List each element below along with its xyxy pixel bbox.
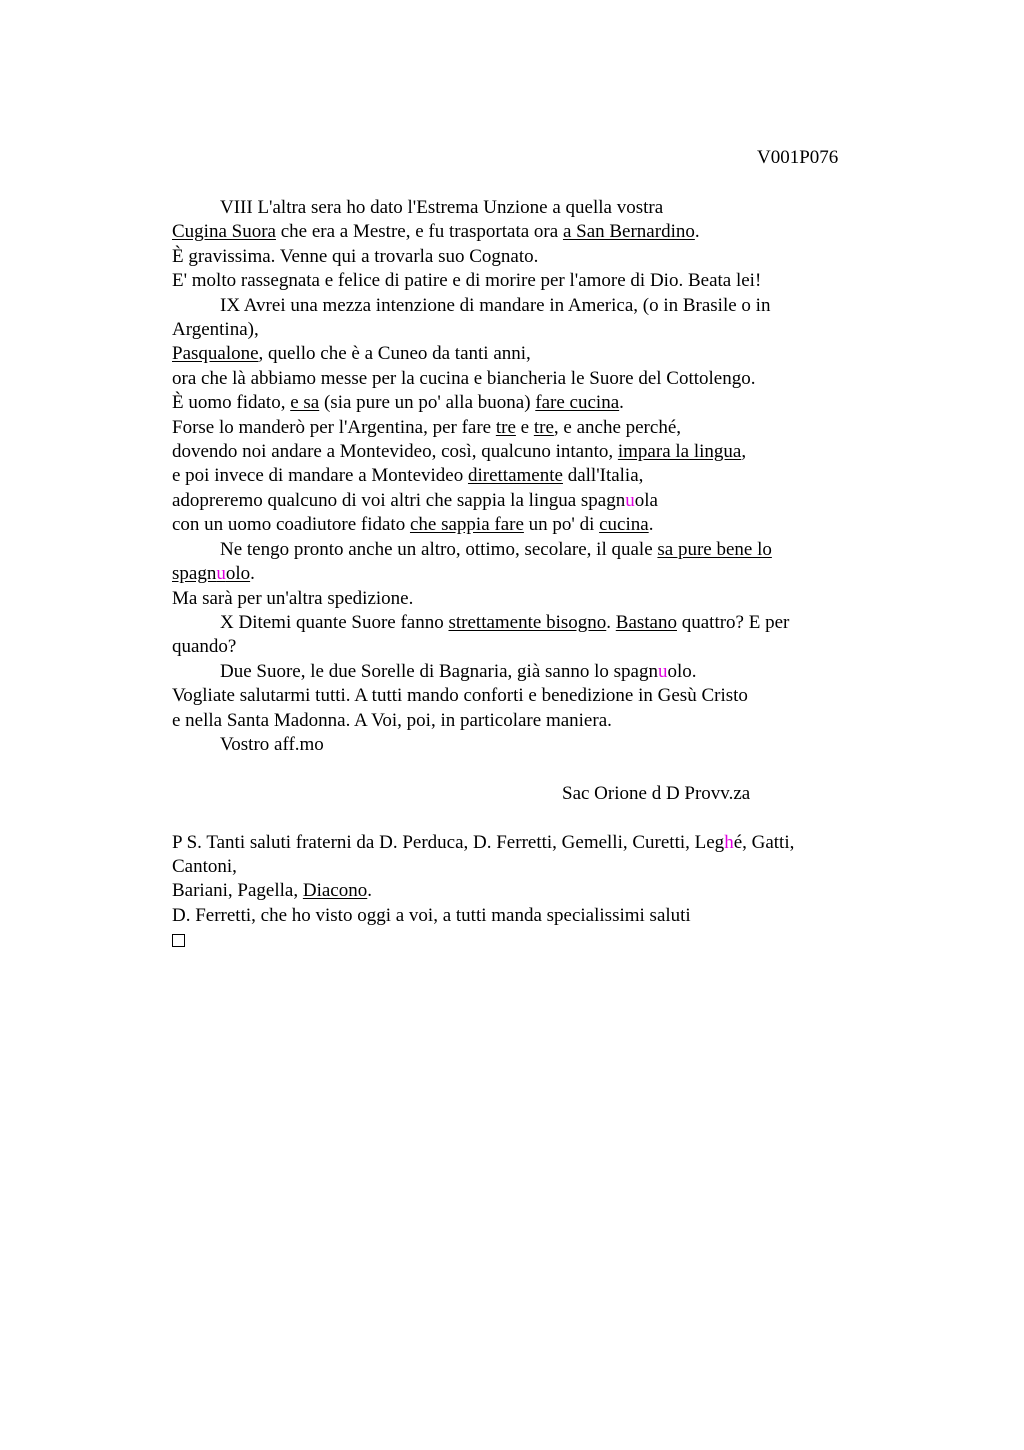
underlined-text: tre [495, 416, 516, 438]
underlined-text: impara la lingua [617, 441, 742, 463]
paragraph-viii-line-1 [172, 196, 872, 220]
paragraph-ix-line-1 [172, 294, 872, 318]
paragraph-ix-line-5 [172, 391, 872, 415]
text-run: Vostro aff.mo [220, 733, 324, 755]
text-run: Forse lo manderò per l'Argentina, per fare [172, 416, 496, 438]
text-run: quando? [172, 636, 237, 658]
paragraph-x-line-1 [172, 611, 872, 635]
text-run: dovendo noi andare a Montevideo, così, qualcuno intanto, [172, 441, 618, 463]
underlined-text: che sappia fare [409, 514, 524, 536]
text-run: Ma sarà per un'altra spedizione. [172, 587, 414, 609]
underlined-text: Cugina Suora [172, 221, 276, 243]
paragraph-x-b-line-2 [172, 684, 872, 708]
text-run: che era a Mestre, e fu trasportata ora [275, 221, 563, 243]
text-run: spagn [172, 563, 217, 585]
highlighted-letter: u [625, 489, 635, 511]
text-run: adopreremo qualcuno di voi altri che sappia la lingua spagn [172, 489, 626, 511]
paragraph-viii-line-3 [172, 245, 872, 269]
postscript-line-2 [172, 855, 872, 879]
text-run: X Ditemi quante Suore fanno [220, 611, 449, 633]
text-run: E' molto rassegnata e felice di patire e di morire per l'amore di Dio. Beata lei! [172, 270, 762, 292]
text-run: e poi invece di mandare a Montevideo [172, 465, 468, 487]
underlined-text: strettamente bisogno [448, 611, 607, 633]
text-run: Ne tengo pronto anche un altro, ottimo, secolare, il quale [220, 538, 658, 560]
underlined-text: Diacono [302, 880, 368, 902]
underlined-text: a San Bernardino [562, 221, 695, 243]
text-run: VIII L'altra sera ho dato l'Estrema Unzione a quella vostra [220, 197, 664, 218]
paragraph-ix-line-10 [172, 513, 872, 537]
paragraph-ix-line-2 [172, 318, 872, 342]
underlined-text: Bastano [615, 611, 677, 633]
paragraph-viii-line-4 [172, 269, 872, 293]
text-run: Sac Orione d D Provv.za [562, 782, 751, 804]
text-run: con un uomo coadiutore fidato [172, 514, 410, 536]
text-run: Argentina), [172, 319, 259, 341]
underlined-text [172, 563, 250, 584]
text-run: Vogliate salutarmi tutti. A tutti mando conforti e benedizione in Gesù Cristo [172, 685, 748, 707]
blank-line [172, 757, 872, 781]
paragraph-ix-line-3 [172, 342, 872, 366]
text-run: . [367, 880, 372, 902]
text-run: . [694, 221, 700, 243]
underlined-text: direttamente [467, 465, 563, 487]
underlined-text: fare cucina [535, 392, 620, 414]
paragraph-viii-line-2 [172, 220, 872, 244]
paragraph-ix-line-6 [172, 416, 872, 440]
text-run: Cantoni, [172, 855, 237, 877]
highlighted-letter: u [216, 563, 226, 585]
text-run: é, Gatti, [733, 831, 795, 853]
text-run: IX Avrei una mezza intenzione di mandare in America, (o in Brasile o in [220, 294, 771, 316]
text-run: . [648, 514, 654, 536]
underlined-text: sa pure bene lo [657, 538, 772, 560]
blank-line [172, 806, 872, 830]
text-run: , [741, 441, 747, 463]
paragraph-ix-b-line-3 [172, 587, 872, 611]
paragraph-ix-line-8 [172, 464, 872, 488]
highlighted-letter: h [724, 831, 734, 853]
text-run: (sia pure un po' alla buona) [319, 392, 536, 414]
text-run: . [606, 611, 616, 633]
letter-body [172, 196, 872, 955]
text-run: olo. [667, 660, 697, 682]
paragraph-x-line-2 [172, 635, 872, 659]
text-run: . [250, 563, 255, 585]
text-run: e [515, 416, 534, 438]
text-run: olo [225, 563, 251, 585]
postscript-line-3 [172, 879, 872, 903]
text-run: P S. Tanti saluti fraterni da D. Perduca, D. Ferretti, Gemelli, Curetti, Leg [172, 831, 725, 853]
text-run: , quello che è a Cuneo da tanti anni, [258, 343, 531, 365]
checkbox-square-icon [172, 934, 185, 947]
text-run: È gravissima. Venne qui a trovarla suo Cognato. [172, 245, 539, 267]
text-run: e nella Santa Madonna. A Voi, poi, in particolare maniera. [172, 709, 612, 731]
paragraph-ix-line-4 [172, 367, 872, 391]
underlined-text: e sa [290, 392, 320, 414]
text-run: Bariani, Pagella, [172, 880, 303, 902]
closing-line [172, 733, 872, 757]
text-run: Due Suore, le due Sorelle di Bagnaria, già sanno lo spagn [220, 660, 658, 682]
document-id: V001P076 [757, 147, 839, 168]
text-run: D. Ferretti, che ho visto oggi a voi, a tutti manda specialissimi saluti [172, 904, 691, 926]
text-run: un po' di [523, 514, 600, 536]
text-run: quattro? E per [676, 611, 790, 633]
text-run: . [619, 392, 624, 414]
text-run: dall'Italia, [562, 465, 644, 487]
text-run: ola [634, 489, 658, 511]
paragraph-ix-line-9 [172, 489, 872, 513]
end-marker [172, 928, 872, 954]
text-run: , e anche perché, [553, 416, 681, 438]
paragraph-x-b-line-3 [172, 709, 872, 733]
paragraph-ix-line-7 [172, 440, 872, 464]
paragraph-ix-b-line-1 [172, 538, 872, 562]
postscript-line-4 [172, 904, 872, 928]
underlined-text: tre [533, 416, 554, 438]
postscript-line-1 [172, 831, 872, 855]
highlighted-letter: u [657, 660, 668, 682]
text-run: ora che là abbiamo messe per la cucina e biancheria le Suore del Cottolengo. [172, 367, 756, 389]
paragraph-x-b-line-1 [172, 660, 872, 684]
underlined-text: Pasqualone [172, 343, 259, 365]
text-run: È uomo fidato, [172, 392, 291, 414]
underlined-text: cucina [599, 514, 649, 536]
paragraph-ix-b-line-2 [172, 562, 872, 586]
signature [172, 782, 872, 806]
